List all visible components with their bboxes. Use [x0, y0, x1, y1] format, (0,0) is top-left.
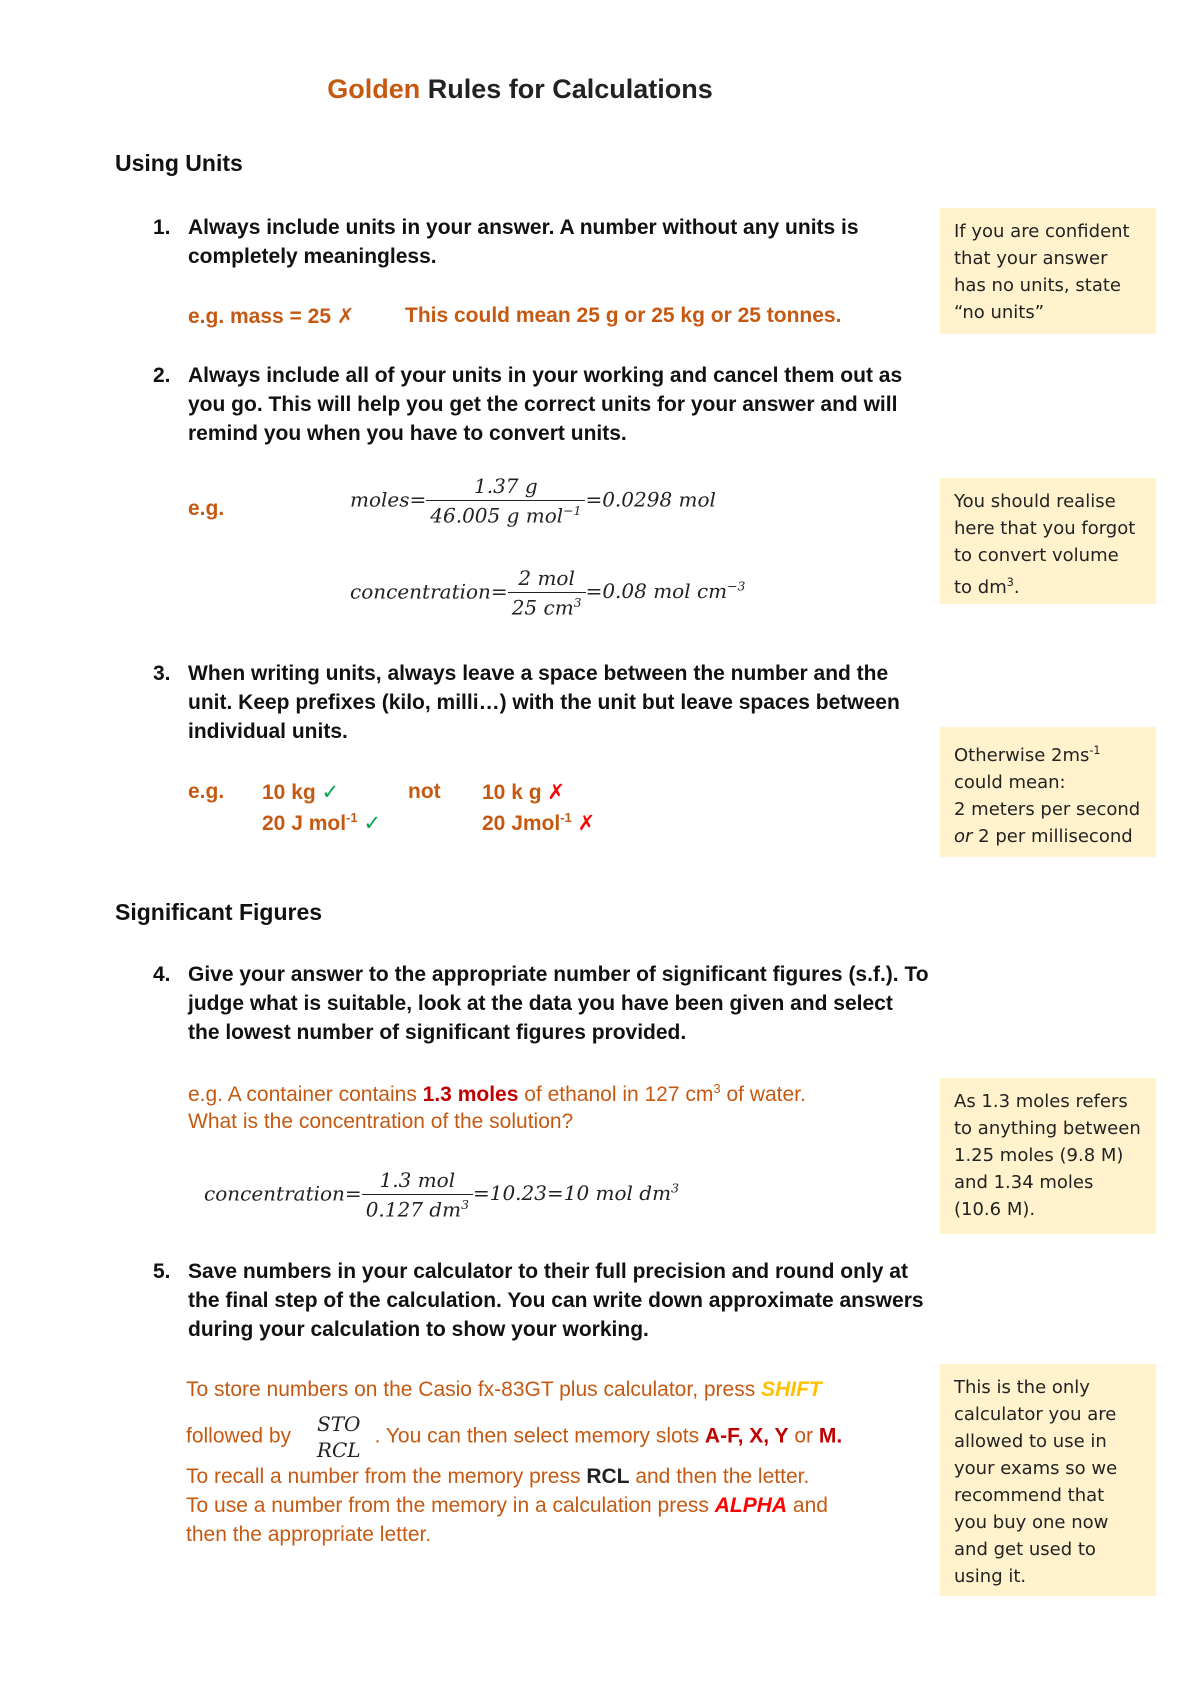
rule-3-bad-1: 10 k g ✗	[482, 781, 565, 804]
calculator-instruction-1: To store numbers on the Casio fx-83GT plus calculator, press SHIFT	[186, 1378, 822, 1401]
equation-concentration	[350, 566, 745, 620]
eq3-numerator: 1.3 mol	[379, 1168, 456, 1192]
rule-3-good-1: 10 kg ✓	[262, 781, 340, 804]
rule-5-line-3: during your calculation to show your working.	[188, 1318, 649, 1341]
calculator-instruction-4: To use a number from the memory in a calculation press ALPHA and	[186, 1494, 828, 1517]
rule-4-example-line-2: What is the concentration of the solution?	[188, 1110, 574, 1133]
eq2-fraction	[508, 566, 586, 620]
heading-using-units: Using Units	[115, 150, 243, 176]
eq3-fraction	[362, 1168, 473, 1222]
rule-3-number: 3.	[153, 662, 171, 685]
rule-1-line-2: completely meaningless.	[188, 245, 437, 268]
note-convert-volume: You should realise here that you forgot to convert volume to $dm^3$.	[940, 478, 1156, 604]
eq3-rhs: =10.23=10 mol $dm^3$	[472, 1180, 679, 1206]
page-title	[0, 74, 1040, 105]
calculator-instruction-3: To recall a number from the memory press RCL and then the letter.	[186, 1465, 810, 1488]
sto-rcl-key: STO RCL	[316, 1412, 361, 1462]
eq3-denominator: 0.127 $dm^3$	[362, 1194, 473, 1222]
rule-2-line-3: remind you when you have to convert units.	[188, 422, 627, 445]
eq1-denominator: 46.005 g mol$^{-1}$	[426, 500, 585, 528]
eq3-lhs: concentration=	[204, 1181, 362, 1206]
heading-significant-figures: Significant Figures	[115, 899, 323, 925]
calculator-instruction-5: then the appropriate letter.	[186, 1523, 432, 1546]
rule-5-line-1: Save numbers in your calculator to their full precision and round only at	[188, 1260, 908, 1283]
rule-5-line-2: the final step of the calculation. You can write down approximate answers	[188, 1289, 924, 1312]
cross-icon: ✗	[577, 812, 596, 835]
calculator-instruction-2: followed by STO RCL . You can then select memory slots A-F, X, Y or M.	[186, 1412, 843, 1462]
tick-icon: ✓	[321, 781, 340, 804]
rule-5-number: 5.	[153, 1260, 171, 1283]
rule-2-number: 2.	[153, 364, 171, 387]
eq2-lhs: concentration=	[350, 579, 508, 604]
equation-concentration-sigfig	[204, 1168, 679, 1222]
rule-2-line-2: you go. This will help you get the correct units for your answer and will	[188, 393, 898, 416]
rule-4-line-1: Give your answer to the appropriate number of significant figures (s.f.). To	[188, 963, 929, 986]
eq1-fraction	[426, 474, 585, 528]
eq1-lhs: moles=	[350, 487, 427, 512]
rule-3-eg-label: e.g.	[188, 780, 225, 803]
eq2-numerator: 2 mol	[518, 566, 575, 590]
eq1-numerator: 1.37 g	[474, 474, 538, 498]
rule-3-line-1: When writing units, always leave a space between the number and the	[188, 662, 889, 685]
title-rest: Rules for Calculations	[420, 74, 713, 104]
note-calculator: This is the only calculator you are allowed to use in your exams so we recommend that you buy one now and get used to using it.	[940, 1364, 1156, 1596]
rule-1-example: e.g. mass = 25 ✗	[188, 305, 355, 328]
note-sigfig-range: As 1.3 moles refers to anything between 1.25 moles (9.8 M) and 1.34 moles (10.6 M).	[940, 1078, 1156, 1234]
rule-3-not: not	[408, 780, 441, 803]
eq2-denominator: 25 $cm^3$	[508, 592, 586, 620]
note-ms-meaning: Otherwise $2ms^{-1}$ could mean: 2 meters per second or 2 per millisecond	[940, 727, 1156, 857]
rule-4-line-2: judge what is suitable, look at the data you have been given and select	[188, 992, 893, 1015]
rule-3-good-2: 20 J mol$^{-1}$ ✓	[262, 810, 382, 835]
rule-4-example-line-1: e.g. A container contains 1.3 moles of ethanol in 127 $cm^3$ of water.	[188, 1081, 806, 1106]
rule-3-line-3: individual units.	[188, 720, 348, 743]
rule-4-line-3: the lowest number of significant figures provided.	[188, 1021, 687, 1044]
rule-3-bad-2: 20 Jmol$^{-1}$ ✗	[482, 810, 596, 835]
eq1-rhs: =0.0298 mol	[585, 487, 716, 512]
rule-3-line-2: unit. Keep prefixes (kilo, milli…) with the unit but leave spaces between	[188, 691, 900, 714]
rule-1-explanation: This could mean 25 g or 25 kg or 25 tonnes.	[405, 304, 842, 327]
title-golden: Golden	[327, 74, 421, 104]
rule-2-eg-label: e.g.	[188, 497, 225, 520]
tick-icon: ✓	[363, 812, 382, 835]
cross-icon: ✗	[547, 781, 565, 804]
rule-1-number: 1.	[153, 216, 171, 239]
rule-1-line-1: Always include units in your answer. A number without any units is	[188, 216, 859, 239]
rule-4-number: 4.	[153, 963, 171, 986]
eq2-rhs: =0.08 mol $cm^{-3}$	[585, 578, 746, 604]
rule-2-line-1: Always include all of your units in your working and cancel them out as	[188, 364, 903, 387]
equation-moles	[350, 474, 716, 528]
note-no-units: If you are confident that your answer has no units, state “no units”	[940, 208, 1156, 334]
